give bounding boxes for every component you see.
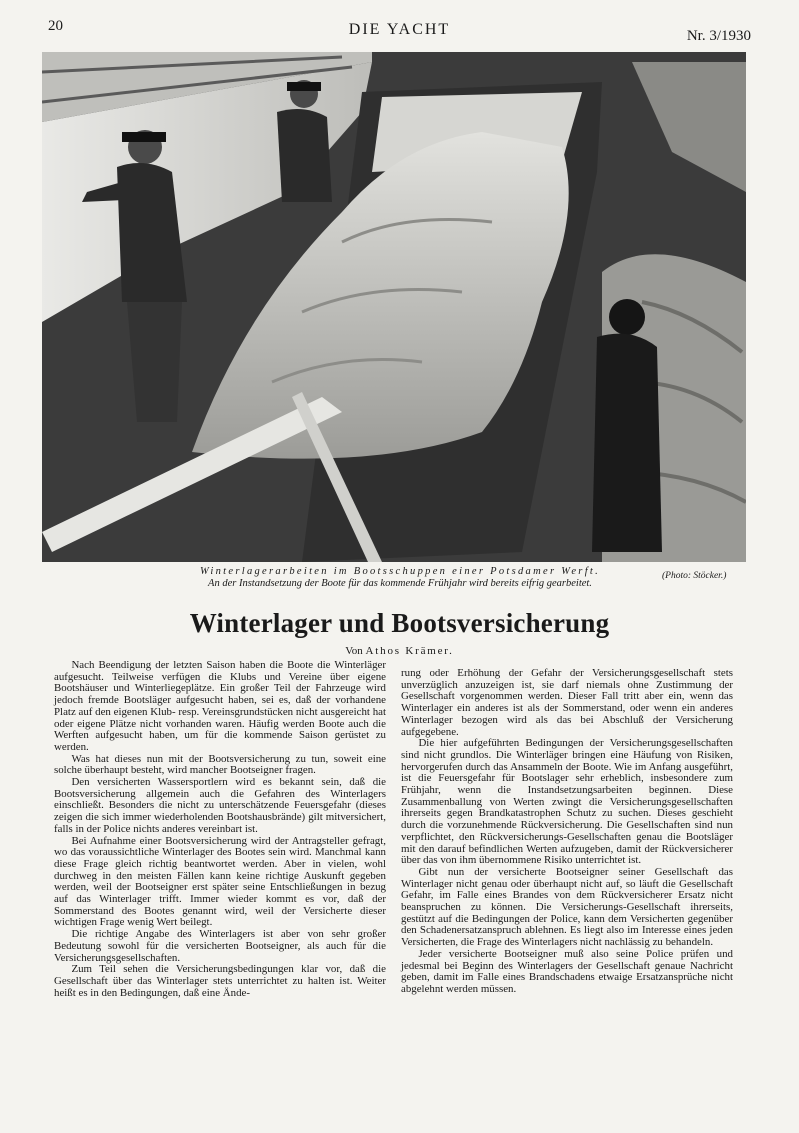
- author-prefix: Von: [345, 645, 363, 657]
- caption-line-1: Winterlagerarbeiten im Bootsschuppen einer Potsdamer Werft.: [199, 566, 601, 577]
- photo-caption: [140, 566, 660, 590]
- page-number: 20: [48, 18, 63, 34]
- paragraph: Gibt nun der versicherte Bootseigner seiner Gesellschaft das Winterlager nicht genau oder überhaupt nicht auf, so läuft die Gesellschaft Gefahr, im Falle eines Brandes von dem Rückversicherer Ersatz nicht beanspruchen zu können. Die Versicherungs-Gesellschaft ihrerseits, gestützt auf die Bedingungen der Police, kann dem Versicherten gegenüber den Schadenersatzanspruch ablehnen. Es liegt also im Interesse eines jeden Versicherten, die Frage des Winterlagers nicht nachlässig zu behandeln.: [401, 865, 733, 949]
- boatshed-photo: [42, 52, 746, 562]
- photo-credit: (Photo: Stöcker.): [662, 571, 727, 581]
- journal-title: DIE YACHT: [348, 21, 451, 38]
- issue-number: Nr. 3/1930: [686, 28, 751, 44]
- paragraph: Die hier aufgeführten Bedingungen der Versicherungsgesellschaften sind nicht grundlos. Die Winterläger bringen eine Häufung von Risiken, hervorgerufen durch das Ansammeln der Boote. Wie im Anfang ausgeführt, ist die Feuersgefahr für Bootslager sehr erheblich, insbesondere zum Frühjahr, wenn die Instandsetzungsarbeiten beginnen. Diese Zusammenballung von Werten zwingt die Versicherungsgesellschaften ihrerseits gegen Brandkatastrophen Schutz zu suchen. Dieses geschieht durch die vorzunehmende Rückversicherung. Die Gesellschaften sind nun verpflichtet, den Rückversicherungs-Gesellschaften genau die Bootsläger mit den darauf befindlichen Werten aufzugeben, damit der Rückversicherer über das von ihm übernommene Risiko unterrichtet ist.: [401, 737, 733, 867]
- paragraph: Die richtige Angabe des Winterlagers ist aber von sehr großer Bedeutung sowohl für die versicherten Bootseigner, als auch für die Versicherungsgesellschaften.: [54, 928, 386, 964]
- author-line: [0, 645, 799, 657]
- page-header: [48, 18, 751, 44]
- paragraph: Den versicherten Wassersportlern wird es bekannt sein, daß die Bootsversicherung allgemein auch die Gefahren des Winterlagers einschließt. Besonders die nicht zu unterschätzende Feuersgefahr (dieses zeigen die sich immer wiederholenden Bootshausbrände) gilt mitversichert, falls in der Police nichts anderes vereinbart ist.: [54, 776, 386, 835]
- paragraph: rung oder Erhöhung der Gefahr der Versicherungsgesellschaft stets unverzüglich anzuzeigen ist, sie darf niemals ohne Zustimmung der Gesellschaft vorgenommen werden. Dieser Fall tritt aber ein, wenn das Winterlager ein anderes ist als der Sommerstand, oder wenn ein anderes Winterlager bezogen wird als das bei Abschluß der Versicherung aufgegebene.: [401, 667, 733, 738]
- paragraph: Nach Beendigung der letzten Saison haben die Boote die Winterläger aufgesucht. Teilweise verfügen die Klubs und Vereine über eigene Bootshäuser und Winterliegeplätze. Ein großer Teil der Fahrzeuge wird jedoch fremde Bootsläger aufgesucht haben, sei es, daß der vorhandene Platz auf den eigenen Klub- resp. Vereinsgrundstücken nicht ausgereicht hat oder eigene Plätze nicht vorhanden waren. Häufig werden Boote auch die Werften aufgesucht haben, um für die kommende Saison gerüstet zu werden.: [54, 659, 386, 753]
- paragraph: Zum Teil sehen die Versicherungsbedingungen klar vor, daß die Gesellschaft über das Winterlager stets unterrichtet zu halten ist. Weiter heißt es in den Bedingungen, daß eine Ände-: [54, 963, 386, 999]
- right-column: [401, 668, 733, 996]
- paragraph: Jeder versicherte Bootseigner muß also seine Police prüfen und jedesmal bei Beginn des Winterlagers der Gesellschaft genaue Nachricht geben, damit im Falle eines Brandschadens etwaige Ersatzansprüche nicht abgelehnt werden müssen.: [401, 947, 733, 995]
- boatshed-photo-illustration: [42, 52, 746, 562]
- author-name: Athos Krämer.: [365, 645, 454, 657]
- caption-line-2: An der Instandsetzung der Boote für das kommende Frühjahr wird bereits eifrig gearbeitet.: [208, 578, 592, 589]
- article-title: Winterlager und Bootsversicherung: [189, 608, 610, 638]
- paragraph: Bei Aufnahme einer Bootsversicherung wird der Antragsteller gefragt, wo das voraussichtliche Winterlager des Bootes sein wird. Manchmal kann diese Frage gleich richtig beantwortet werden. Aber in vielen, wohl durchweg in den meisten Fällen kann keine richtige Auskunft gegeben werden, weil der Bootseigner erst später seine Entschließungen in bezug auf das Winterlager trifft. Immer wieder kommt es vor, daß der Sommerstand des Bootes genannt wird, weil der Versicherte dieser wichtigen Frage wenig Wert beilegt.: [54, 834, 386, 929]
- left-column: [54, 660, 386, 999]
- paragraph: Was hat dieses nun mit der Bootsversicherung zu tun, soweit eine solche überhaupt besteht, wird mancher Bootseigner fragen.: [54, 752, 386, 777]
